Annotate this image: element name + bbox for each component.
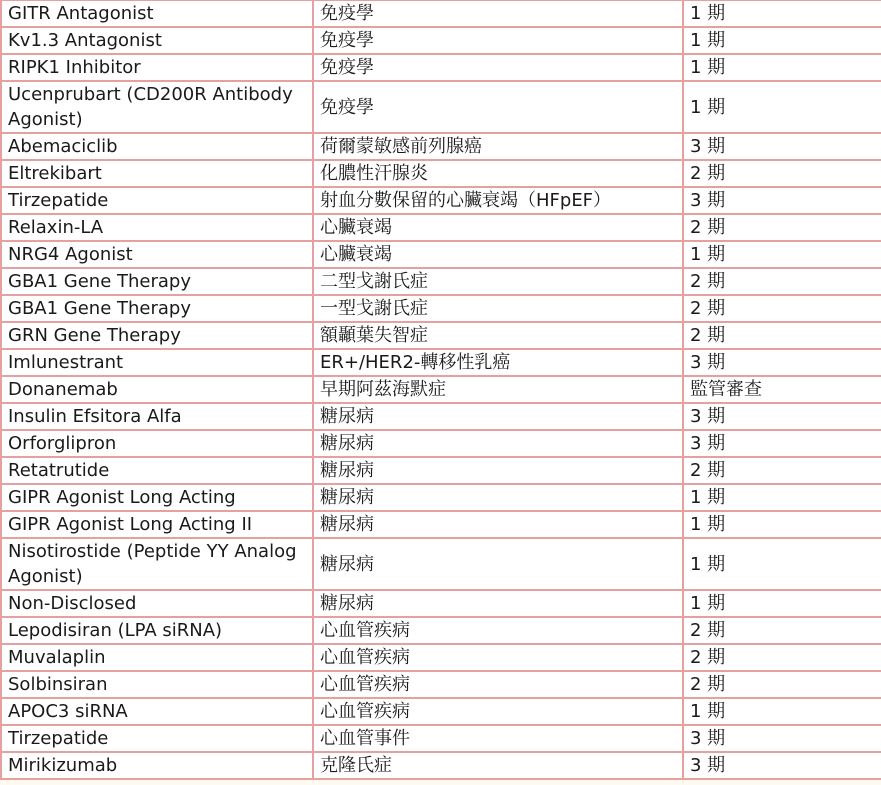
phase-cell: 2 期 xyxy=(683,295,881,322)
drug-name-cell: Relaxin-LA xyxy=(1,214,313,241)
phase-cell: 2 期 xyxy=(683,214,881,241)
drug-name-cell: GITR Antagonist xyxy=(1,0,313,27)
phase-cell: 1 期 xyxy=(683,0,881,27)
phase-cell: 2 期 xyxy=(683,322,881,349)
table-row xyxy=(1,457,881,484)
phase-cell: 1 期 xyxy=(683,81,881,133)
indication-cell: 荷爾蒙敏感前列腺癌 xyxy=(313,133,683,160)
phase-cell: 2 期 xyxy=(683,457,881,484)
indication-cell: 心血管疾病 xyxy=(313,617,683,644)
indication-cell: 射血分數保留的心臟衰竭（HFpEF） xyxy=(313,187,683,214)
table-row xyxy=(1,214,881,241)
table-row xyxy=(1,671,881,698)
indication-cell: 心血管疾病 xyxy=(313,698,683,725)
indication-cell: 糖尿病 xyxy=(313,403,683,430)
table-row xyxy=(1,644,881,671)
drug-name-cell: Imlunestrant xyxy=(1,349,313,376)
drug-name-cell: NRG4 Agonist xyxy=(1,241,313,268)
phase-cell: 1 期 xyxy=(683,241,881,268)
drug-name-cell: Non-Disclosed xyxy=(1,590,313,617)
indication-cell: 一型戈謝氏症 xyxy=(313,295,683,322)
table-row xyxy=(1,725,881,752)
table-row xyxy=(1,617,881,644)
indication-cell: 糖尿病 xyxy=(313,538,683,590)
indication-cell: 克隆氏症 xyxy=(313,752,683,779)
drug-name-cell: Orforglipron xyxy=(1,430,313,457)
phase-cell: 1 期 xyxy=(683,698,881,725)
indication-cell: 心血管事件 xyxy=(313,725,683,752)
phase-cell: 3 期 xyxy=(683,752,881,779)
table-row xyxy=(1,590,881,617)
table-row xyxy=(1,349,881,376)
phase-cell: 2 期 xyxy=(683,617,881,644)
indication-cell: 糖尿病 xyxy=(313,484,683,511)
phase-cell: 2 期 xyxy=(683,671,881,698)
table-row xyxy=(1,295,881,322)
indication-cell: 糖尿病 xyxy=(313,457,683,484)
drug-name-cell: RIPK1 Inhibitor xyxy=(1,54,313,81)
indication-cell: 免疫學 xyxy=(313,54,683,81)
phase-cell: 2 期 xyxy=(683,160,881,187)
table-row xyxy=(1,54,881,81)
pipeline-table-body xyxy=(1,0,881,779)
indication-cell: 免疫學 xyxy=(313,27,683,54)
phase-cell: 3 期 xyxy=(683,187,881,214)
indication-cell: 心臟衰竭 xyxy=(313,241,683,268)
table-row xyxy=(1,81,881,133)
table-row xyxy=(1,752,881,779)
table-row xyxy=(1,430,881,457)
drug-name-cell: GBA1 Gene Therapy xyxy=(1,295,313,322)
indication-cell: 糖尿病 xyxy=(313,511,683,538)
indication-cell: 心臟衰竭 xyxy=(313,214,683,241)
phase-cell: 1 期 xyxy=(683,511,881,538)
drug-name-cell: GBA1 Gene Therapy xyxy=(1,268,313,295)
phase-cell: 1 期 xyxy=(683,27,881,54)
indication-cell: 免疫學 xyxy=(313,81,683,133)
table-row xyxy=(1,187,881,214)
table-row xyxy=(1,322,881,349)
table-row xyxy=(1,484,881,511)
table-row xyxy=(1,241,881,268)
phase-cell: 3 期 xyxy=(683,725,881,752)
drug-name-cell: Muvalaplin xyxy=(1,644,313,671)
phase-cell: 1 期 xyxy=(683,54,881,81)
drug-name-cell: Solbinsiran xyxy=(1,671,313,698)
phase-cell: 3 期 xyxy=(683,349,881,376)
phase-cell: 2 期 xyxy=(683,268,881,295)
phase-cell: 監管審查 xyxy=(683,376,881,403)
indication-cell: 免疫學 xyxy=(313,0,683,27)
drug-name-cell: GIPR Agonist Long Acting II xyxy=(1,511,313,538)
indication-cell: 心血管疾病 xyxy=(313,671,683,698)
phase-cell: 1 期 xyxy=(683,538,881,590)
drug-name-cell: Mirikizumab xyxy=(1,752,313,779)
phase-cell: 2 期 xyxy=(683,644,881,671)
drug-name-cell: Kv1.3 Antagonist xyxy=(1,27,313,54)
phase-cell: 3 期 xyxy=(683,403,881,430)
table-row xyxy=(1,376,881,403)
drug-name-cell: Nisotirostide (Peptide YY Analog Agonist) xyxy=(1,538,313,590)
indication-cell: 糖尿病 xyxy=(313,430,683,457)
table-row xyxy=(1,538,881,590)
table-row xyxy=(1,511,881,538)
indication-cell: 額顳葉失智症 xyxy=(313,322,683,349)
drug-name-cell: Insulin Efsitora Alfa xyxy=(1,403,313,430)
drug-name-cell: GRN Gene Therapy xyxy=(1,322,313,349)
indication-cell: 二型戈謝氏症 xyxy=(313,268,683,295)
drug-name-cell: Lepodisiran (LPA siRNA) xyxy=(1,617,313,644)
drug-name-cell: GIPR Agonist Long Acting xyxy=(1,484,313,511)
indication-cell: 心血管疾病 xyxy=(313,644,683,671)
phase-cell: 1 期 xyxy=(683,484,881,511)
drug-name-cell: Abemaciclib xyxy=(1,133,313,160)
phase-cell: 3 期 xyxy=(683,133,881,160)
drug-name-cell: Eltrekibart xyxy=(1,160,313,187)
drug-name-cell: Tirzepatide xyxy=(1,725,313,752)
table-row xyxy=(1,133,881,160)
indication-cell: 糖尿病 xyxy=(313,590,683,617)
phase-cell: 3 期 xyxy=(683,430,881,457)
indication-cell: ER+/HER2-轉移性乳癌 xyxy=(313,349,683,376)
table-row xyxy=(1,698,881,725)
drug-name-cell: Retatrutide xyxy=(1,457,313,484)
table-row xyxy=(1,27,881,54)
table-row xyxy=(1,0,881,27)
drug-name-cell: Tirzepatide xyxy=(1,187,313,214)
table-row xyxy=(1,403,881,430)
table-row xyxy=(1,160,881,187)
indication-cell: 化膿性汗腺炎 xyxy=(313,160,683,187)
phase-cell: 1 期 xyxy=(683,590,881,617)
indication-cell: 早期阿茲海默症 xyxy=(313,376,683,403)
drug-name-cell: Donanemab xyxy=(1,376,313,403)
drug-name-cell: APOC3 siRNA xyxy=(1,698,313,725)
table-row xyxy=(1,268,881,295)
drug-name-cell: Ucenprubart (CD200R Antibody Agonist) xyxy=(1,81,313,133)
